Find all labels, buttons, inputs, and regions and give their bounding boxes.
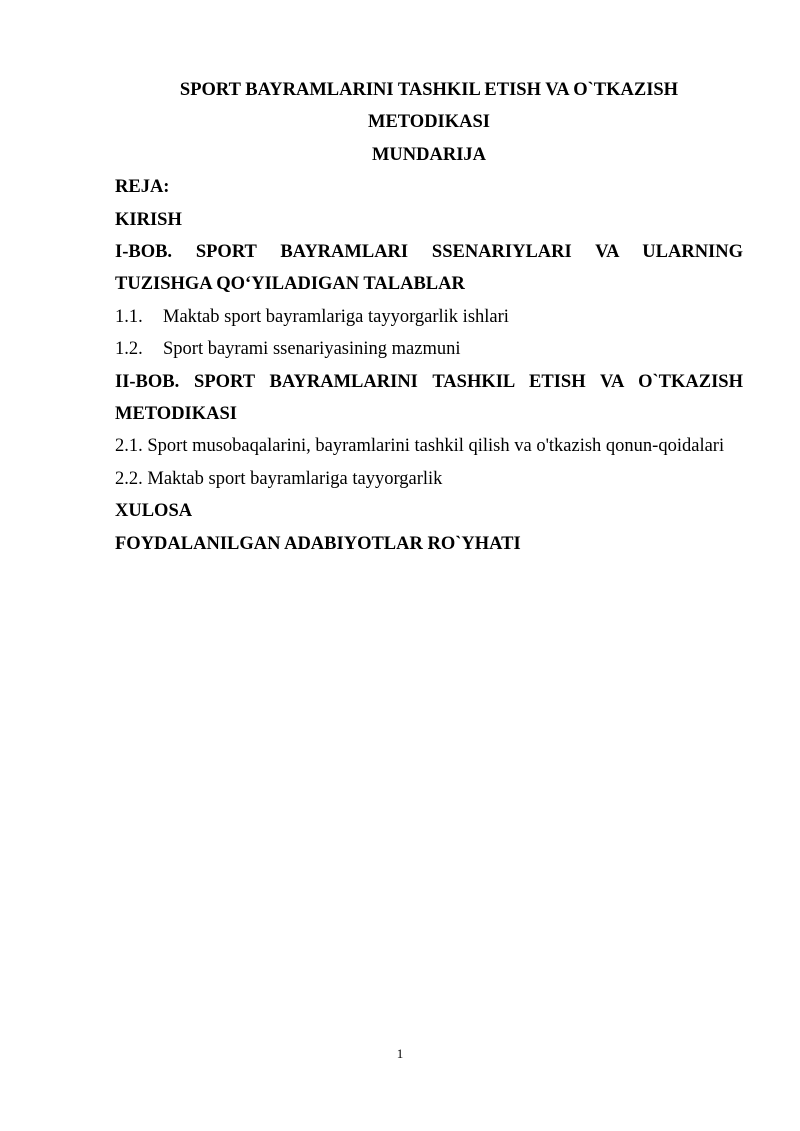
toc-section-title: Sport bayrami ssenariyasining mazmuni: [163, 339, 461, 360]
toc-chapter-2-line-2: METODIKASI: [115, 404, 237, 425]
toc-section-2-2: 2.2. Maktab sport bayramlariga tayyorgarlik: [115, 468, 443, 489]
table-of-contents-heading: MUNDARIJA: [371, 144, 487, 165]
document-title-line-1: SPORT BAYRAMLARINI TASHKIL ETISH VA O`TKAZISH: [179, 80, 679, 100]
toc-reja: REJA:: [115, 177, 170, 198]
document-content: [115, 74, 743, 560]
toc-section-1-1: [115, 301, 743, 333]
toc-section-2-1: 2.1. Sport musobaqalarini, bayramlarini tashkil qilish va o'tkazish qonun-qoidalari: [115, 436, 725, 457]
toc-section-1-2: [115, 333, 743, 365]
toc-kirish: KIRISH: [115, 209, 182, 230]
toc-section-title: Maktab sport bayramlariga tayyorgarlik ishlari: [163, 306, 509, 327]
toc-chapter-1-line-2: TUZISHGA QO‘YILADIGAN TALABLAR: [115, 274, 465, 295]
toc-chapter-2-line-1: II-BOB. SPORT BAYRAMLARINI TASHKIL ETISH VA O`TKAZISH: [115, 371, 743, 392]
toc-chapter-1-line-1: I-BOB. SPORT BAYRAMLARI SSENARIYLARI VA ULARNING: [115, 242, 743, 263]
toc-section-number: 1.1.: [115, 306, 143, 327]
toc-section-number: 1.2.: [115, 339, 143, 360]
page-number: 1: [396, 1046, 404, 1061]
document-title-line-2: METODIKASI: [368, 112, 490, 133]
toc-references: FOYDALANILGAN ADABIYOTLAR RO`YHATI: [115, 533, 521, 554]
toc-xulosa: XULOSA: [115, 501, 193, 522]
